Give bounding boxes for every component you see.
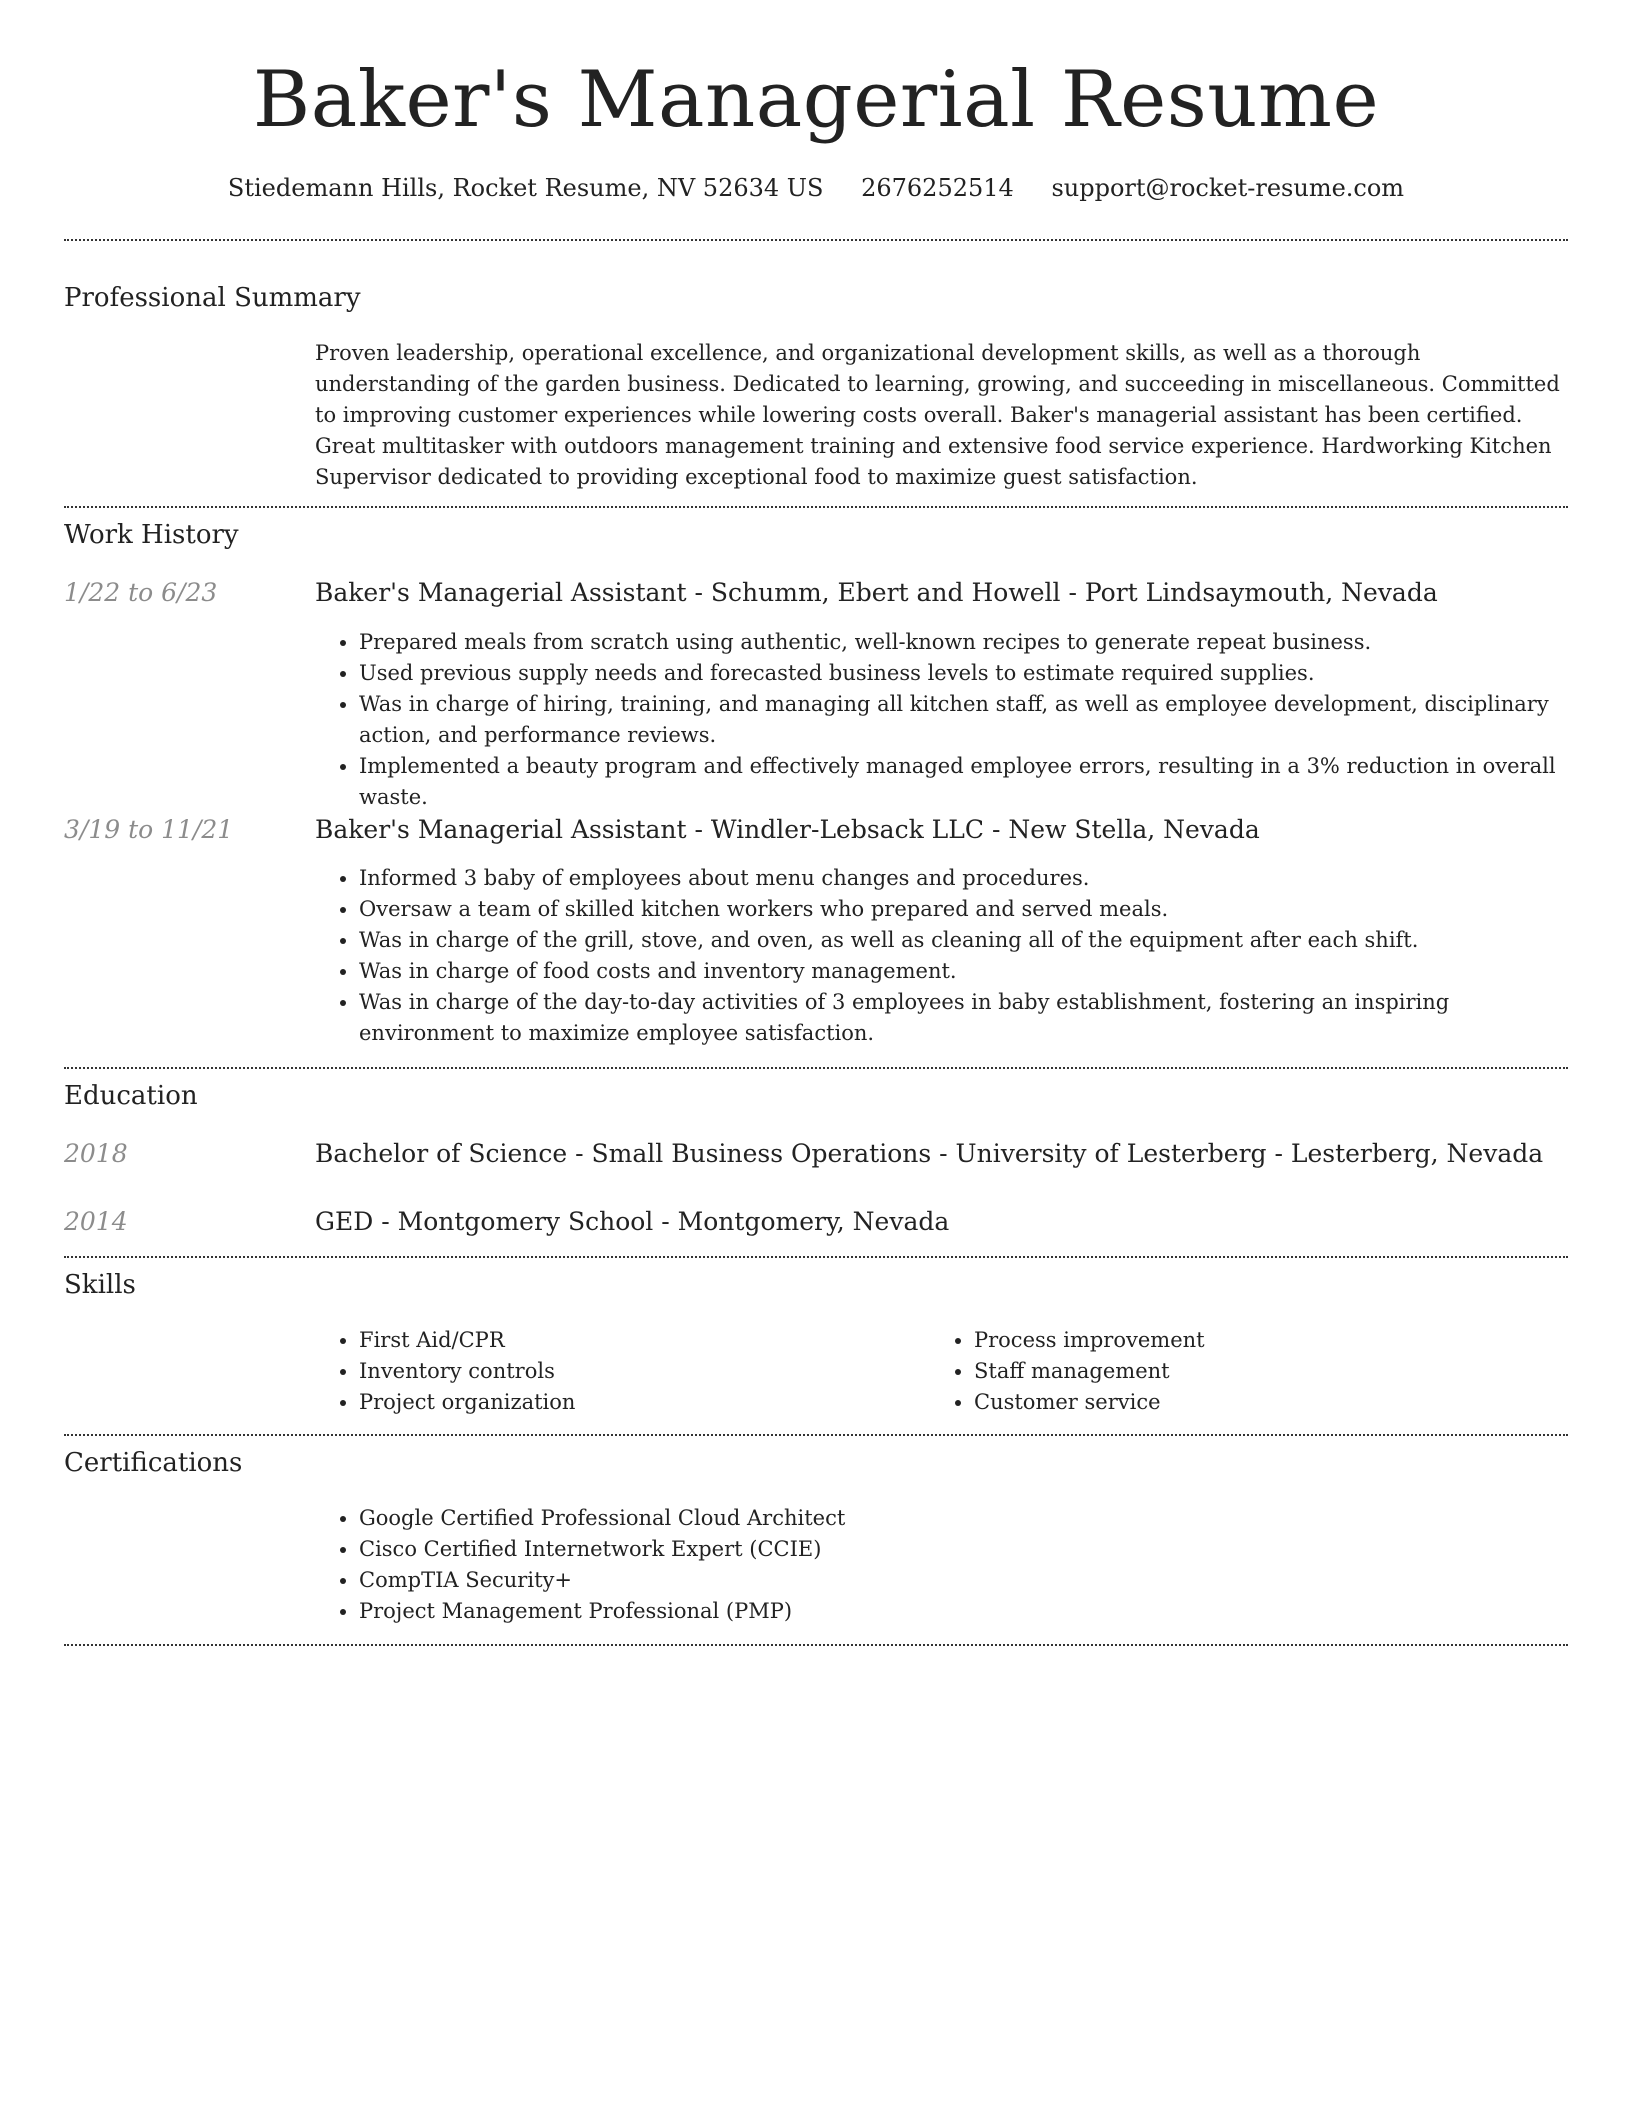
- list-item: • Was in charge of the day-to-day activities of 3 employees in baby establishment, fostering an inspiring environment to maximize employee satisfaction.: [359, 987, 1568, 1049]
- list-item: • Project Management Professional (PMP): [359, 1596, 1568, 1627]
- section-divider: [64, 506, 1568, 508]
- job-dates: 1/22 to 6/23: [64, 578, 218, 607]
- job-details: - Schumm, Ebert and Howell - Port Lindsaymouth, Nevada: [686, 578, 1438, 607]
- list-item: • Used previous supply needs and forecasted business levels to estimate required supplies.: [359, 658, 1568, 689]
- list-item: • Prepared meals from scratch using authentic, well-known recipes to generate repeat business.: [359, 627, 1568, 658]
- education-degree: Bachelor of Science - Small Business Operations: [315, 1139, 932, 1168]
- job-details: - Windler-Lebsack LLC - New Stella, Nevada: [686, 815, 1260, 844]
- list-item: • First Aid/CPR: [359, 1325, 915, 1356]
- education-entry: [315, 1205, 1568, 1239]
- contact-email: support@rocket-resume.com: [1051, 174, 1405, 202]
- list-item: • Process improvement: [974, 1325, 1530, 1356]
- section-divider: [64, 239, 1568, 241]
- job-role: Baker's Managerial Assistant: [315, 815, 687, 844]
- list-item: • CompTIA Security+: [359, 1565, 1568, 1596]
- certifications-heading: Certifications: [64, 1448, 243, 1478]
- job-bullets: [315, 863, 1568, 1049]
- education-details: - Montgomery School - Montgomery, Nevada: [373, 1207, 950, 1236]
- list-item: • Informed 3 baby of employees about menu changes and procedures.: [359, 863, 1568, 894]
- education-details: - University of Lesterberg - Lesterberg, Nevada: [931, 1139, 1544, 1168]
- section-divider: [64, 1067, 1568, 1069]
- contact-phone: 2676252514: [861, 174, 1014, 202]
- certifications-list: [315, 1503, 1568, 1627]
- list-item: • Customer service: [974, 1387, 1530, 1418]
- education-entry: [315, 1137, 1568, 1171]
- list-item: • Implemented a beauty program and effectively managed employee errors, resulting in a 3% reduction in overall waste.: [359, 751, 1568, 813]
- section-divider: [64, 1256, 1568, 1258]
- summary-heading: Professional Summary: [64, 283, 361, 313]
- resume-name: Baker's Managerial Resume: [252, 55, 1380, 145]
- list-item: • Cisco Certified Internetwork Expert (CCIE): [359, 1534, 1568, 1565]
- list-item: • Google Certified Professional Cloud Architect: [359, 1503, 1568, 1534]
- education-year: 2014: [64, 1207, 128, 1236]
- education-degree: GED: [315, 1207, 374, 1236]
- education-year: 2018: [64, 1139, 128, 1168]
- list-item: • Inventory controls: [359, 1356, 915, 1387]
- list-item: • Project organization: [359, 1387, 915, 1418]
- job-title-line: [315, 576, 1568, 610]
- summary-text: Proven leadership, operational excellence, and organizational development skills, as well as a thorough understanding of the garden business. Dedicated to learning, growing, and succeeding in miscellaneous. Committed to improving customer experiences while lowering costs overall. Baker's managerial assistant has been certified. Great multitasker with outdoors management training and extensive food service experience. Hardworking Kitchen Supervisor dedicated to providing exceptional food to maximize guest satisfaction.: [315, 341, 1560, 489]
- contact-line: [64, 172, 1568, 204]
- section-divider: [64, 1434, 1568, 1436]
- list-item: • Oversaw a team of skilled kitchen workers who prepared and served meals.: [359, 894, 1568, 925]
- list-item: • Staff management: [974, 1356, 1530, 1387]
- education-heading: Education: [64, 1081, 198, 1111]
- list-item: • Was in charge of hiring, training, and managing all kitchen staff, as well as employee development, disciplinary action, and performance reviews.: [359, 689, 1568, 751]
- job-dates: 3/19 to 11/21: [64, 815, 234, 844]
- section-divider: [64, 1644, 1568, 1646]
- job-title-line: [315, 813, 1568, 847]
- job-role: Baker's Managerial Assistant: [315, 578, 687, 607]
- skills-heading: Skills: [64, 1270, 136, 1300]
- list-item: • Was in charge of food costs and inventory management.: [359, 956, 1568, 987]
- contact-address: Stiedemann Hills, Rocket Resume, NV 52634 US: [227, 174, 824, 202]
- job-bullets: [315, 627, 1568, 813]
- work-history-heading: Work History: [64, 520, 239, 550]
- skills-list-left: [315, 1325, 915, 1418]
- list-item: • Was in charge of the grill, stove, and oven, as well as cleaning all of the equipment after each shift.: [359, 925, 1568, 956]
- skills-list-right: [930, 1325, 1530, 1418]
